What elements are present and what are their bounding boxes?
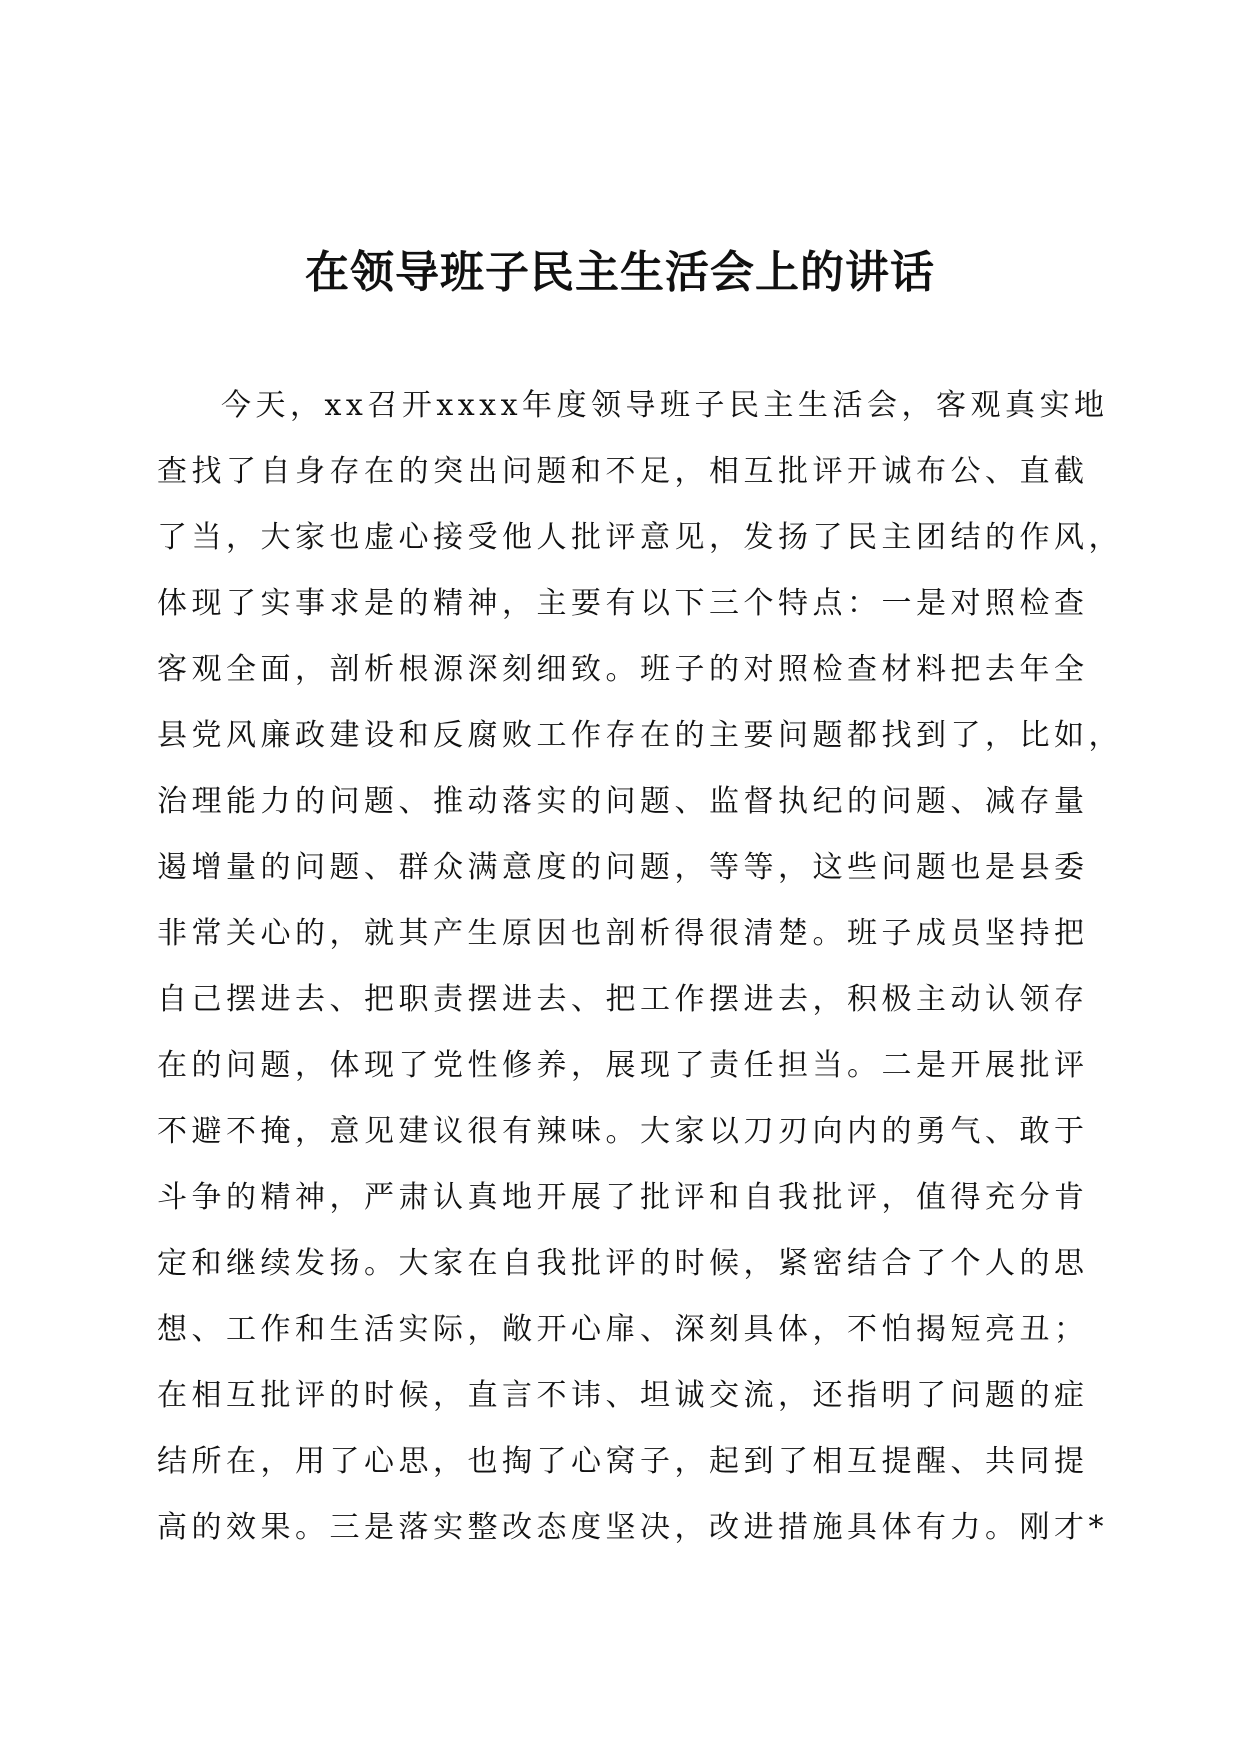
paragraph-line-10: 自己摆进去、把职责摆进去、把工作摆进去，积极主动认领存 (157, 982, 1089, 1017)
paragraph-line-2: 查找了自身存在的突出问题和不足，相互批评开诚布公、直截 (157, 454, 1089, 489)
document-title: 在领导班子民主生活会上的讲话 (305, 247, 935, 298)
paragraph-line-8: 遏增量的问题、群众满意度的问题，等等，这些问题也是县委 (157, 850, 1089, 885)
paragraph-line-15: 想、工作和生活实际，敞开心扉、深刻具体，不怕揭短亮丑； (157, 1312, 1089, 1347)
paragraph-line-18: 高的效果。三是落实整改态度坚决，改进措施具体有力。刚才* (157, 1510, 1108, 1545)
paragraph-line-9: 非常关心的，就其产生原因也剖析得很清楚。班子成员坚持把 (157, 916, 1089, 951)
paragraph-line-5: 客观全面，剖析根源深刻细致。班子的对照检查材料把去年全 (157, 652, 1089, 687)
paragraph-line-16: 在相互批评的时候，直言不讳、坦诚交流，还指明了问题的症 (157, 1378, 1089, 1413)
paragraph-line-14: 定和继续发扬。大家在自我批评的时候，紧密结合了个人的思 (157, 1246, 1089, 1281)
paragraph-line-7: 治理能力的问题、推动落实的问题、监督执纪的问题、减存量 (157, 784, 1089, 819)
paragraph-line-13: 斗争的精神，严肃认真地开展了批评和自我批评，值得充分肯 (157, 1180, 1089, 1215)
paragraph-line-17: 结所在，用了心思，也掏了心窝子，起到了相互提醒、共同提 (157, 1444, 1089, 1479)
paragraph-line-6: 县党风廉政建设和反腐败工作存在的主要问题都找到了，比如， (157, 718, 1123, 753)
paragraph-line-11: 在的问题，体现了党性修养，展现了责任担当。二是开展批评 (157, 1048, 1089, 1083)
paragraph-line-4: 体现了实事求是的精神，主要有以下三个特点：一是对照检查 (157, 586, 1089, 621)
paragraph-line-12: 不避不掩，意见建议很有辣味。大家以刀刃向内的勇气、敢于 (157, 1114, 1089, 1149)
paragraph-line-1: 今天，xx召开xxxx年度领导班子民主生活会，客观真实地 (221, 388, 1109, 423)
paragraph-line-3: 了当，大家也虚心接受他人批评意见，发扬了民主团结的作风， (157, 520, 1123, 555)
document-body (157, 384, 1123, 1572)
